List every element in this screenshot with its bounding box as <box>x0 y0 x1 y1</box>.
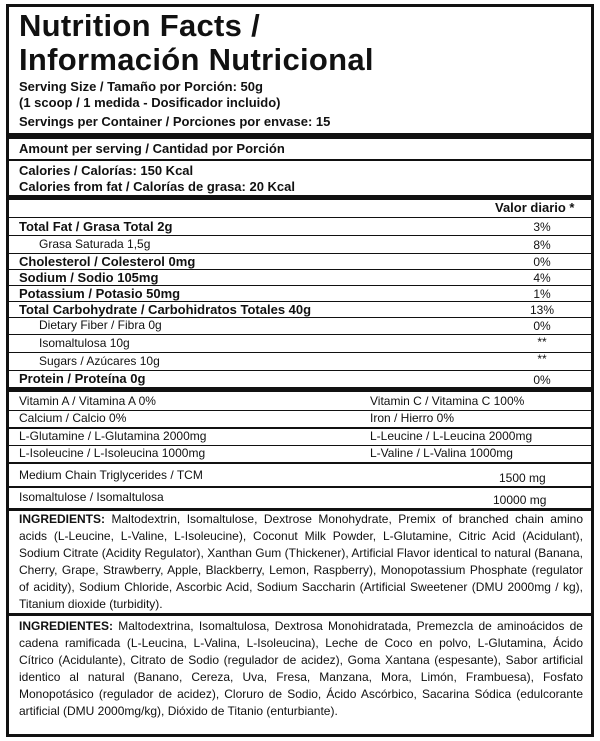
nutrient-value: 0% <box>533 255 551 269</box>
ingredients-en-text: Maltodextrin, Isomaltulose, Dextrose Monohydrate, Premix of branched chain amino acids (L-Leucine, L-Valine, L-Isoleucine), Coconut Milk Powder, L-Glutamine, Citric Acid (Acidulant), Sodium Citrate (Acidity Regulator), Xanthan Gum (Thickener), Artificial Flavor identical to natural (Banana, Cherry, Grape, Strawberry, Apple, Blackberry, Lemon, Raspberry), Monopotassium Phosphate (regulator of acidity), Sodium Chloride, Ascorbic Acid, Sodium Saccharin (Artificial Sweetener (DMU 2000mg / kg), Titanium dioxide (turbidity). <box>19 512 583 611</box>
divider <box>9 334 591 335</box>
nutrient-sugars: Sugars / Azúcares 10g <box>39 354 160 368</box>
divider <box>9 159 591 161</box>
divider <box>9 217 591 218</box>
nutrient-value: 0% <box>533 373 551 387</box>
divider <box>9 613 591 616</box>
isomaltulose-value: 10000 mg <box>493 493 547 507</box>
vitamin-c: Vitamin C / Vitamina C 100% <box>370 394 525 408</box>
title-line-1: Nutrition Facts / <box>19 8 261 43</box>
divider <box>9 462 591 464</box>
glutamine: L-Glutamine / L-Glutamina 2000mg <box>19 429 207 443</box>
iron: Iron / Hierro 0% <box>370 411 455 425</box>
nutrient-total-fat: Total Fat / Grasa Total 2g <box>19 219 173 234</box>
nutrient-isomaltulosa: Isomaltulosa 10g <box>39 336 130 350</box>
calories-from-fat: Calories from fat / Calorías de grasa: 20 Kcal <box>19 179 295 194</box>
ingredients-es <box>19 618 583 720</box>
nutrient-value: 3% <box>533 220 551 234</box>
nutrient-value: 4% <box>533 271 551 285</box>
serving-size: Serving Size / Tamaño por Porción: 50g <box>19 79 263 94</box>
nutrition-label <box>6 4 594 737</box>
calcium: Calcium / Calcio 0% <box>19 411 127 425</box>
nutrient-protein: Protein / Proteína 0g <box>19 371 146 386</box>
nutrient-dietary-fiber: Dietary Fiber / Fibra 0g <box>39 318 162 332</box>
daily-value-header: Valor diario * <box>495 200 575 215</box>
divider <box>9 352 591 353</box>
vitamin-a: Vitamin A / Vitamina A 0% <box>19 394 156 408</box>
mct-label: Medium Chain Triglycerides / TCM <box>19 468 203 482</box>
title-line-2: Información Nutricional <box>19 42 374 77</box>
calories: Calories / Calorías: 150 Kcal <box>19 163 194 178</box>
leucine: L-Leucine / L-Leucina 2000mg <box>370 429 533 443</box>
thick-divider <box>9 133 591 139</box>
scoop-note: (1 scoop / 1 medida - Dosificador incluido) <box>19 95 281 110</box>
ingredients-es-heading: INGREDIENTES: <box>19 619 114 633</box>
nutrient-cholesterol: Cholesterol / Colesterol 0mg <box>19 254 196 269</box>
nutrient-value: 1% <box>533 287 551 301</box>
nutrient-value: ** <box>537 352 547 366</box>
nutrient-value: 0% <box>533 319 551 333</box>
nutrient-potassium: Potassium / Potasio 50mg <box>19 286 181 301</box>
isomaltulose-label: Isomaltulose / Isomaltulosa <box>19 490 164 504</box>
mct-value: 1500 mg <box>499 471 546 485</box>
ingredients-en-heading: INGREDIENTS: <box>19 512 106 526</box>
nutrient-saturated-fat: Grasa Saturada 1,5g <box>39 237 151 251</box>
ingredients-es-text: Maltodextrina, Isomaltulosa, Dextrosa Monohidratada, Premezcla de aminoácidos de cadena ramificada (L-Leucina, L-Valina, L-Isoleucina), Leche de Coco en polvo, L-Glutamina, Ácido Cítrico (Acidulante), Citrato de Sodio (regulador de acidez), Goma Xantana (espesante), Sabor artificial identico al natural (Banano, Cereza, Uva, Fresa, Manzana, Mora, Limón, Frambuesa), Fosfato Monopotásico (regulador de acidez), Cloruro de Sodio, Ácido Ascórbico, Sacarina Sódica (edulcorante artificial (DMU 2000mg/kg), Dióxido de Titanio (enturbiante). <box>19 619 583 718</box>
nutrient-value: 13% <box>529 303 555 317</box>
servings-per-container: Servings per Container / Porciones por envase: 15 <box>19 114 331 129</box>
amount-heading: Amount per serving / Cantidad por Porción <box>19 141 285 156</box>
isoleucine: L-Isoleucine / L-Isoleucina 1000mg <box>19 446 206 460</box>
nutrient-total-carbohydrate: Total Carbohydrate / Carbohidratos Totales 40g <box>19 302 312 317</box>
ingredients-en <box>19 511 583 613</box>
nutrient-value: 8% <box>533 238 551 252</box>
divider <box>9 235 591 236</box>
nutrient-value: ** <box>537 335 547 349</box>
thick-divider <box>9 387 591 392</box>
valine: L-Valine / L-Valina 1000mg <box>370 446 513 460</box>
divider <box>9 486 591 488</box>
nutrient-sodium: Sodium / Sodio 105mg <box>19 270 159 285</box>
